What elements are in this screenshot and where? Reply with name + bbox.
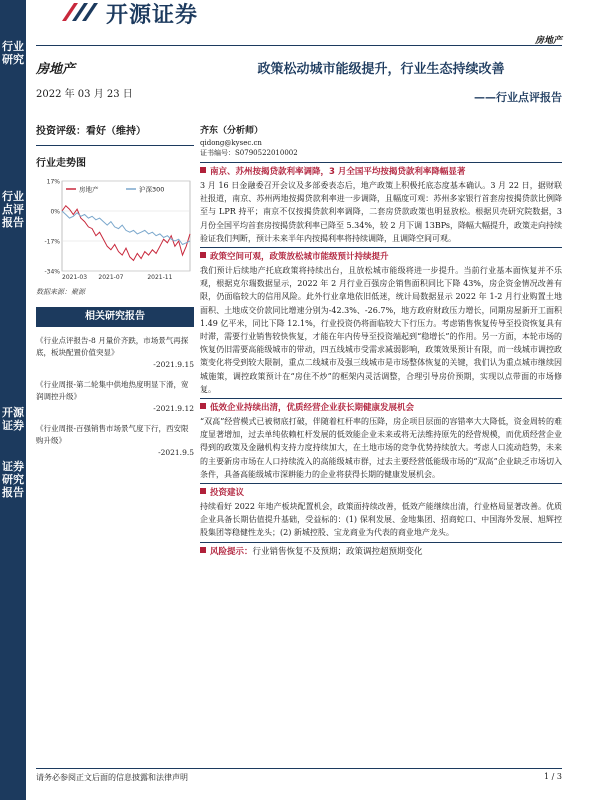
left-column: [36, 58, 194, 459]
report-subtitle: ——行业点评报告: [474, 91, 562, 104]
bullet-icon: [200, 488, 206, 494]
sidebar-label: 开源证券: [2, 406, 24, 432]
risk-heading: [200, 542, 562, 559]
report-title: 政策松动城市能级提升，行业生态持续改善: [257, 62, 505, 77]
y-tick-label: 17%: [46, 178, 60, 186]
related-report-date: -2021.9.12: [153, 404, 194, 413]
logo-text: 开源证券: [106, 2, 199, 28]
legend-label: 房地产: [79, 185, 99, 194]
related-report[interactable]: [36, 335, 194, 371]
section-heading: [200, 162, 562, 179]
footer: [36, 768, 562, 783]
divider: [36, 145, 194, 146]
section-heading: [200, 398, 562, 415]
x-tick-label: 2021-11: [147, 274, 173, 281]
section-heading: [200, 483, 562, 500]
company-logo: [60, 0, 198, 26]
series-line-csi300: [62, 211, 190, 245]
section: [200, 483, 562, 540]
page-number: 1 / 3: [544, 772, 562, 781]
section-body: 3 月 16 日金融委召开会议及多部委表态后，地产政策上积极托底态度基本确认。3 月 22 日，据财联社报道，南京、苏州两地按揭贷款利率进一步调降，且幅度可观：苏州多家银行首套房按揭贷款比例降至与 LPR 持平；南京不仅按揭贷款利率调降，二套房贷款政策也明显放松。根据贝壳研究院数据，3 月份全国平均首套房按揭贷款利率已降至 5.34%，较 2 月下调 13BPs，降幅大幅提升，政策走向持续验证我们判断，预计未来半年内按揭利率将持续调降，且调降空间可观。: [200, 181, 563, 243]
bullet-icon: [200, 252, 206, 258]
related-report-date: -2021.9.15: [153, 360, 194, 369]
y-tick-label: -34%: [44, 268, 60, 276]
report-date: 2022 年 03 月 23 日: [36, 89, 133, 100]
risk-text: 行业销售恢复不及预期；政策调控超预期变化: [252, 546, 423, 557]
footer-disclaimer[interactable]: 请务必参阅正文后面的信息披露和法律声明: [36, 773, 188, 782]
trend-label: 行业走势图: [36, 158, 86, 169]
section-heading: [200, 247, 562, 264]
bullet-icon: [200, 403, 206, 409]
related-report-title: 《行业周报-百强销售市场景气度下行，西安限购升级》: [36, 424, 189, 445]
risk-section: [200, 542, 562, 559]
related-report[interactable]: [36, 423, 194, 459]
data-source: 数据来源：聚源: [36, 288, 85, 296]
x-tick-label: 2021-03: [62, 274, 88, 281]
related-report-title: 《行业周报-第二轮集中供地热度明显下滑，宽润调控升级》: [36, 380, 189, 401]
header-divider: [36, 45, 562, 46]
related-report[interactable]: [36, 379, 194, 415]
series-line-real-estate: [62, 206, 190, 261]
related-reports-header: 相关研究报告: [36, 307, 194, 327]
bullet-icon: [200, 167, 206, 173]
analyst-cert: 证书编号：S0790522010002: [200, 149, 298, 157]
sidebar-label: 证券研究报告: [2, 460, 24, 499]
plot-frame: [62, 181, 190, 271]
bullet-icon: [200, 547, 206, 553]
trend-chart-svg: [36, 175, 194, 283]
section: [200, 162, 562, 245]
y-tick-label: 0%: [50, 208, 60, 216]
risk-label: 风险提示：: [210, 546, 253, 557]
header-sector: 房地产: [534, 36, 562, 46]
section-heading-text: 南京、苏州按揭贷款利率调降，3 月全国平均按揭贷款利率降幅显著: [210, 167, 466, 177]
sidebar-label: 行业研究: [2, 40, 24, 66]
x-tick-label: 2021-07: [98, 274, 124, 281]
legend-label: 沪深300: [139, 185, 165, 194]
section-body: 我们预计后续地产托底政策将持续出台，且放松城市能级将进一步提升。当前行业基本面恢复并不乐观，根据克尔瑞数据显示，2022 年 2 月行业百强房企销售面积同比下降 43%，房企资金情况改善有限，仍面临较大的信用风险。此外行业拿地依旧低迷，统计局数据显示 2022 年 1-2 月行业购置土地面积、土地成交价款同比增速分别为-42.3%、-26.7%，地方政府财政压力增长，同期房屋新开工面积 1.49 亿平米，同比下降 12.1%，行业投资仍将面临较大下行压力。考虑销售恢复传导至投资恢复具有时滞，需要行业销售较快恢复，才能在年内传导至投资端起到“稳增长”的作用。另一方面，本轮市场的恢复仍旧需要高能级城市的带动，四五线城市受需求减弱影响，政策效果预计有限，而一线城市调控政策变化将受到较大限制，重点二线城市及强三线城市是市场整体恢复的关键，我们认为重点城市继续因城施策，调控政策预计在“房住不炒”的框架内灵活调整，合理引导房价预期，实现以点带面的市场修复。: [200, 266, 562, 394]
analyst-name: 齐东（分析师）: [200, 126, 264, 136]
sector-name: 房地产: [36, 62, 76, 77]
related-report-date: -2021.9.5: [158, 448, 194, 457]
main-content: [200, 58, 562, 559]
section-heading-text: 政策空间可观，政策放松城市能级预计持续提升: [210, 252, 389, 263]
logo-mark-icon: [60, 1, 100, 25]
trend-chart: [36, 175, 194, 283]
section-body: 持续看好 2022 年地产板块配置机会，政策面持续改善，低效产能继续出清，行业格局显著改善。优质企业具备长期估值提升基础，受益标的：(1) 保利发展、金地集团、招商蛇口、中国海外发展、旭辉控股集团等稳健性龙头；(2) 新城控股、宝龙商业为代表的商业地产龙头。: [200, 502, 562, 538]
investment-rating: 投资评级：看好（维持）: [36, 126, 146, 137]
section-heading-text: 低效企业持续出清，优质经营企业获长期健康发展机会: [210, 403, 415, 414]
section: [200, 398, 562, 481]
section-body: “双高”经营模式已被彻底打破，伴随着杠杆率的压降，房企项目层面的容错率大大降低，资金周转的难度显著增加，过去单纯依赖杠杆发展的低效能企业未来或将无法维持原先的经营规模，而优质经营企业得到的政策及金融机构支持力度持续加大，在土地市场的竞争优势持续放大。考虑人口流动趋势，未来的主要新房市场在人口持续流入的高能级城市群，过去主要经营低能级市场的“双高”企业缺乏市场切入条件，具备高能级城市深耕能力的企业将获得长期的健康发展机会。: [200, 417, 562, 479]
sidebar: [0, 0, 26, 800]
y-tick-label: -17%: [44, 238, 60, 246]
analyst-email[interactable]: qidong@kysec.cn: [200, 139, 262, 147]
section-heading-text: 投资建议: [210, 488, 245, 499]
related-report-title: 《行业点评报告-8 月量价齐跌，市场景气再探底，板块配置价值突显》: [36, 336, 189, 357]
section: [200, 247, 562, 396]
sidebar-label: 行业点评报告: [2, 190, 24, 229]
